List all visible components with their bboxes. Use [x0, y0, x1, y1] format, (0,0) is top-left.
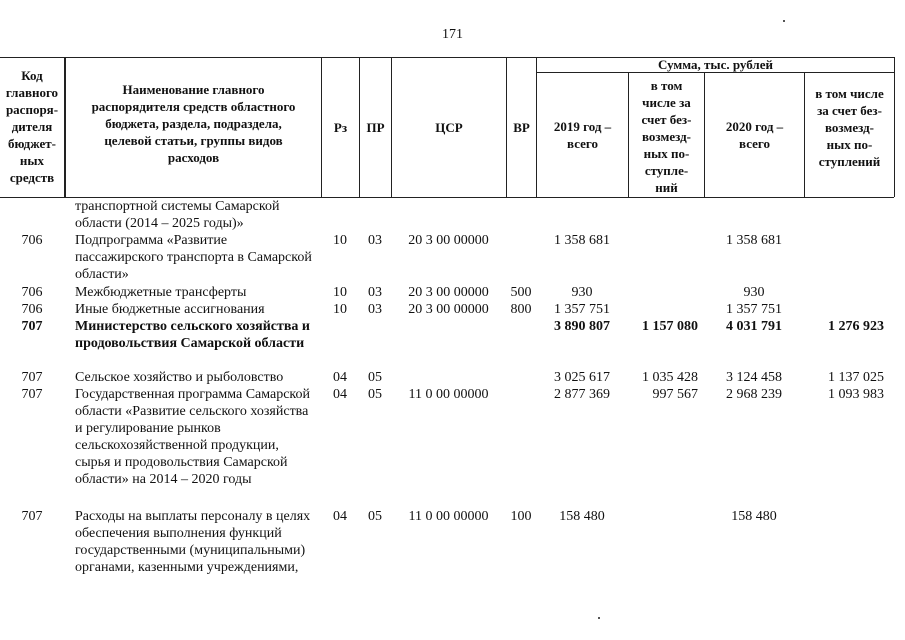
- scan-speck: [783, 20, 785, 22]
- row-pr: 03: [368, 233, 382, 248]
- row-2019-bvp: 1 157 080: [642, 319, 698, 334]
- row-2020-bvp: 1 137 025: [828, 370, 884, 385]
- row-vr: 100: [510, 509, 532, 524]
- row-code: 706: [21, 302, 43, 317]
- scan-speck: [598, 617, 600, 619]
- row-2020-total: 158 480: [731, 509, 777, 524]
- row-csr: 20 3 00 00000: [408, 302, 489, 317]
- row-2019-bvp: 997 567: [652, 387, 698, 402]
- row-code: 707: [21, 509, 43, 524]
- row-2019-bvp: 1 035 428: [642, 370, 698, 385]
- header-code: Код главного распоря-дителя бюджет-ных средств: [0, 57, 65, 197]
- row-2019-total: 930: [571, 285, 593, 300]
- header-2019-bvp: в том числе за счет без-возмезд-ных по-ступле-ний: [628, 72, 705, 197]
- row-code: 707: [21, 319, 43, 334]
- header-rz: Рз: [321, 57, 360, 197]
- row-2019-total: 1 358 681: [554, 233, 610, 248]
- row-2020-total: 3 124 458: [726, 370, 782, 385]
- row-rz: 04: [333, 387, 347, 402]
- row-2020-total: 4 031 791: [726, 319, 782, 334]
- row-name: Министерство сельского хозяйства и продовольствия Самарской области: [75, 319, 310, 351]
- header-sum-group: Сумма, тыс. рублей: [536, 57, 895, 73]
- row-pr: 03: [368, 302, 382, 317]
- row-name: Подпрограмма «Развитие пассажирского транспорта в Самарской области»: [75, 233, 312, 282]
- header-vr: ВР: [506, 57, 537, 197]
- row-code: 707: [21, 387, 43, 402]
- row-name: Иные бюджетные ассигнования: [75, 302, 265, 317]
- row-2019-total: 2 877 369: [554, 387, 610, 402]
- header-2019-total: 2019 год – всего: [536, 72, 629, 197]
- row-2020-bvp: 1 093 983: [828, 387, 884, 402]
- row-pr: 03: [368, 285, 382, 300]
- row-pr: 05: [368, 509, 382, 524]
- row-csr: 11 0 00 00000: [408, 387, 489, 402]
- page-number: 171: [442, 27, 463, 42]
- row-code: 706: [21, 233, 43, 248]
- row-2020-total: 1 357 751: [726, 302, 782, 317]
- row-rz: 04: [333, 509, 347, 524]
- row-2020-total: 930: [743, 285, 765, 300]
- row-rz: 04: [333, 370, 347, 385]
- row-name: Сельское хозяйство и рыболовство: [75, 370, 284, 385]
- row-rz: 10: [333, 302, 347, 317]
- row-2019-total: 3 890 807: [554, 319, 610, 334]
- header-2020-total: 2020 год – всего: [704, 72, 805, 197]
- row-vr: 800: [510, 302, 532, 317]
- row-2020-bvp: 1 276 923: [828, 319, 884, 334]
- row-csr: 20 3 00 00000: [408, 285, 489, 300]
- row-name: Государственная программа Самарской области «Развитие сельского хозяйства и регулирование рынков сельскохозяйственной продукции, сырья и продовольствия Самарской области» на 2014 – 2020 годы: [75, 387, 311, 487]
- row-2019-total: 1 357 751: [554, 302, 610, 317]
- header-2020-bvp: в том числе за счет без-возмезд-ных по-ступлений: [804, 72, 895, 197]
- row-rz: 10: [333, 285, 347, 300]
- row-name: Расходы на выплаты персоналу в целях обеспечения выполнения функций государственными (муниципальными) органами, казенными учреждениями,: [75, 509, 311, 575]
- row-2019-total: 3 025 617: [554, 370, 610, 385]
- row-2020-total: 1 358 681: [726, 233, 782, 248]
- row-name: Межбюджетные трансферты: [75, 285, 247, 300]
- row-csr: 20 3 00 00000: [408, 233, 489, 248]
- row-pr: 05: [368, 370, 382, 385]
- row-2019-total: 158 480: [559, 509, 605, 524]
- row-name: транспортной системы Самарской области (2014 – 2025 годы)»: [75, 199, 280, 231]
- row-2020-total: 2 968 239: [726, 387, 782, 402]
- header-csr: ЦСР: [391, 57, 507, 197]
- row-rz: 10: [333, 233, 347, 248]
- row-vr: 500: [510, 285, 532, 300]
- row-code: 706: [21, 285, 43, 300]
- row-csr: 11 0 00 00000: [408, 509, 489, 524]
- row-pr: 05: [368, 387, 382, 402]
- row-code: 707: [21, 370, 43, 385]
- header-pr: ПР: [359, 57, 392, 197]
- header-name: Наименование главного распорядителя средств областного бюджета, раздела, подраздела, целевой статьи, группы видов расходов: [65, 57, 322, 197]
